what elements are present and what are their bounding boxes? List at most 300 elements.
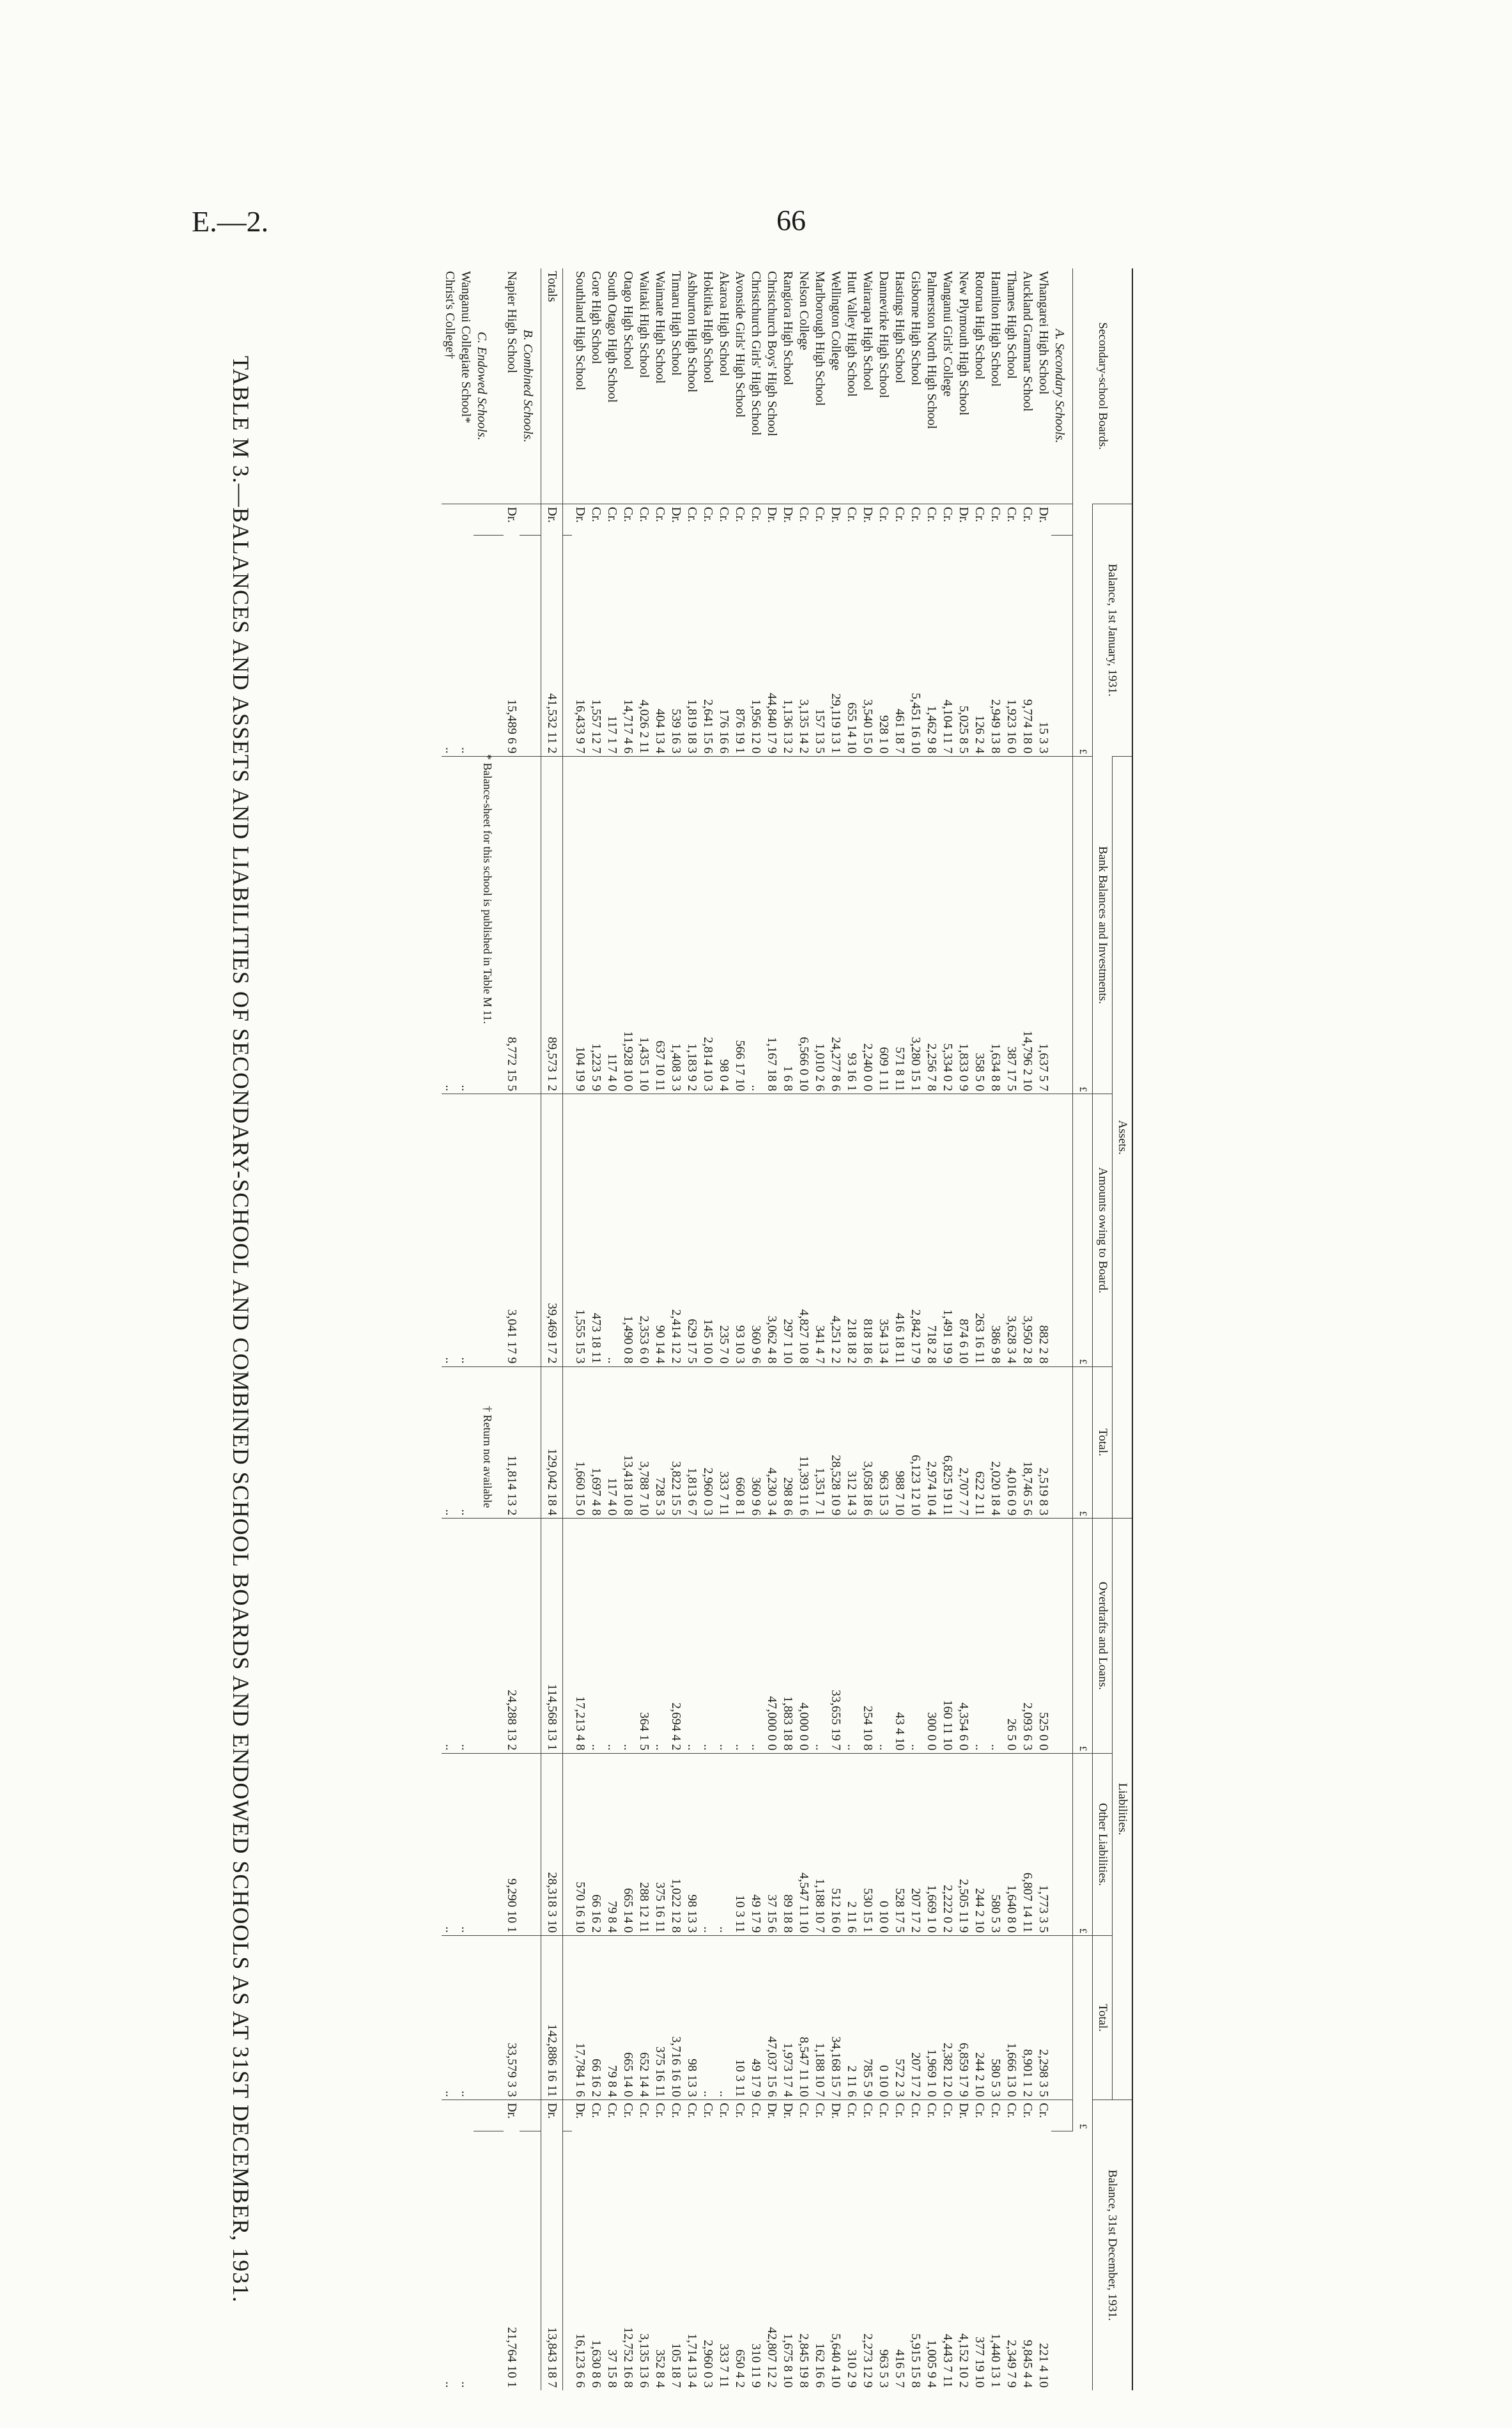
cell-b2p: Cr.	[668, 2100, 684, 2131]
empty-cell	[520, 535, 541, 757]
table-row	[1019, 268, 1035, 2390]
cell-b1: 404 13 4	[653, 709, 667, 754]
cell-ltot: 34,168 15 7	[828, 1936, 844, 2100]
header-balance-end: Balance, 31st December, 1931.	[1093, 2100, 1133, 2390]
cell-owing: 416 18 11	[891, 1094, 907, 1366]
row-label: Waitaki High School	[637, 271, 651, 378]
cell-b1p: Cr.	[891, 504, 907, 536]
cell-bank: 637 10 11	[652, 757, 668, 1094]
footnote-2: † Return not available	[481, 1406, 494, 1508]
empty-cell	[1051, 2131, 1073, 2390]
cell-b1: 1,819 18 3	[685, 699, 699, 754]
row-label: Christchurch Boys' High School	[765, 271, 779, 437]
cell-atot: 2,020 18 4	[987, 1366, 1003, 1519]
header-liabilities: Liabilities.	[1113, 1519, 1133, 2100]
table-row	[572, 268, 588, 2390]
cell-owing: ..	[442, 1094, 458, 1366]
cell-owing: 3,628 3 4	[1003, 1094, 1019, 1366]
cell-bank: 89,573 1 2	[541, 757, 563, 1094]
cell-atot: 2,974 10 4	[923, 1366, 939, 1519]
row-label: Hastings High School	[893, 271, 907, 383]
cell-other: 9,290 10 1	[504, 1753, 520, 1935]
section-heading	[1051, 268, 1073, 2390]
cell-other: ..	[442, 1753, 458, 1935]
cell-owing: 354 13 4	[876, 1094, 891, 1366]
cell-other: 1,773 3 5	[1035, 1753, 1051, 1935]
cell-other: 375 16 11	[652, 1753, 668, 1935]
table-row	[907, 268, 923, 2390]
empty-cell	[495, 1936, 504, 2100]
header-owing: Amounts owing to Board.	[1093, 1094, 1113, 1366]
cell-b2: 37 15 8	[605, 2349, 619, 2388]
cell-bank: 387 17 5	[1003, 757, 1019, 1094]
cell-atot: 1,660 15 0	[572, 1366, 588, 1519]
row-label: Marlborough High School	[813, 271, 827, 406]
cell-b1p: Cr.	[716, 504, 732, 536]
row-label: Wanganui Collegiate School*	[459, 271, 473, 424]
cell-loans: ..	[748, 1519, 764, 1754]
cell-b2: 16,123 6 6	[573, 2333, 587, 2388]
cell-bank: 1,435 1 10	[636, 757, 652, 1094]
cell-b1: ..	[459, 747, 473, 754]
cell-b2: 310 11 9	[749, 2343, 763, 2388]
cell-other: 0 10 0	[876, 1753, 891, 1935]
cell-b2p: Dr.	[541, 2100, 563, 2131]
cell-b2: 416 5 7	[893, 2349, 907, 2388]
cell-ltot: 1,973 17 4	[780, 1936, 796, 2100]
cell-bank: ..	[748, 757, 764, 1094]
header-overdrafts: Overdrafts and Loans.	[1093, 1519, 1113, 1754]
table-row	[891, 268, 907, 2390]
empty-cell	[563, 504, 573, 536]
cell-loans: ..	[684, 1519, 700, 1754]
units-cell: £	[1073, 1366, 1093, 1519]
empty-cell	[495, 504, 504, 536]
cell-loans: ..	[812, 1519, 828, 1754]
cell-atot: 988 7 10	[891, 1366, 907, 1519]
cell-b2: 352 8 4	[653, 2349, 667, 2388]
cell-b1p: Cr.	[636, 504, 652, 536]
cell-loans: ..	[907, 1519, 923, 1754]
cell-atot: 3,788 7 10	[636, 1366, 652, 1519]
cell-b2: 5,915 15 8	[909, 2333, 923, 2388]
cell-loans: ..	[604, 1519, 620, 1754]
cell-bank: ..	[458, 757, 474, 1094]
cell-loans: ..	[652, 1519, 668, 1754]
cell-b2p: Cr.	[907, 2100, 923, 2131]
cell-b1: 15,489 6 9	[505, 699, 519, 754]
table-row	[828, 268, 844, 2390]
cell-b2p: Dr.	[572, 2100, 588, 2131]
cell-atot: 11,814 13 2	[504, 1366, 520, 1519]
cell-b1: 126 2 4	[973, 715, 987, 754]
cell-other: 665 14 0	[620, 1753, 636, 1935]
cell-b2: 21,764 10 1	[505, 2327, 519, 2388]
cell-other: 28,318 3 10	[541, 1753, 563, 1935]
cell-owing: 2,353 6 0	[636, 1094, 652, 1366]
cell-atot: ..	[458, 1366, 474, 1519]
cell-b1p: Cr.	[684, 504, 700, 536]
cell-bank: 1,408 3 3	[668, 757, 684, 1094]
table-row	[732, 268, 748, 2390]
cell-atot: 622 2 11	[971, 1366, 987, 1519]
cell-atot: 6,825 19 11	[939, 1366, 955, 1519]
table-row	[796, 268, 812, 2390]
cell-atot: ..	[442, 1366, 458, 1519]
cell-ltot: 580 5 3	[987, 1936, 1003, 2100]
cell-b2: 105 18 7	[669, 2343, 683, 2388]
cell-loans: 2,694 4 2	[668, 1519, 684, 1754]
section-label: A. Secondary Schools.	[1053, 329, 1067, 444]
cell-ltot: 8,547 11 10	[796, 1936, 812, 2100]
empty-cell	[563, 2131, 573, 2390]
cell-b2p: Dr.	[764, 2100, 780, 2131]
cell-ltot: 8,901 1 2	[1019, 1936, 1035, 2100]
cell-ltot: 1,666 13 0	[1003, 1936, 1019, 2100]
cell-owing: 1,491 19 9	[939, 1094, 955, 1366]
cell-b2: 12,752 16 8	[621, 2327, 635, 2388]
cell-b2: 2,349 7 9	[1005, 2340, 1019, 2388]
cell-b1: 4,104 11 7	[941, 699, 955, 754]
cell-owing: 145 10 0	[700, 1094, 716, 1366]
table-row	[764, 268, 780, 2390]
cell-b2p: Cr.	[796, 2100, 812, 2131]
header-boards: Secondary-school Boards.	[1073, 268, 1133, 504]
cell-loans: 364 1 5	[636, 1519, 652, 1754]
cell-b1p: Dr.	[780, 504, 796, 536]
empty-cell	[474, 535, 495, 757]
cell-b1p: Cr.	[971, 504, 987, 536]
cell-other: 37 15 6	[764, 1753, 780, 1935]
cell-other: 1,022 12 8	[668, 1753, 684, 1935]
cell-ltot: 375 16 11	[652, 1936, 668, 2100]
cell-other: 244 2 10	[971, 1753, 987, 1935]
cell-loans: ..	[588, 1519, 604, 1754]
cell-b2: 1,714 13 4	[685, 2333, 699, 2388]
empty-cell	[474, 1936, 495, 2100]
cell-bank: 11,928 10 0	[620, 757, 636, 1094]
empty-cell	[495, 535, 504, 757]
cell-b1: 4,026 2 11	[637, 699, 651, 754]
cell-bank: 2,814 10 3	[700, 757, 716, 1094]
row-label: Waimate High School	[653, 271, 667, 384]
row-label: Palmerston North High School	[925, 271, 939, 429]
cell-ltot: 785 5 9	[860, 1936, 876, 2100]
row-label: Hamilton High School	[989, 271, 1003, 387]
row-label: Rotorua High School	[973, 271, 987, 380]
empty-cell	[495, 2100, 504, 2131]
cell-b2: 4,443 7 11	[941, 2333, 955, 2388]
cell-b2: 3,135 13 6	[637, 2333, 651, 2388]
cell-owing: 473 18 11	[588, 1094, 604, 1366]
empty-cell	[520, 757, 541, 1094]
table-row	[987, 268, 1003, 2390]
cell-b1p: Cr.	[939, 504, 955, 536]
cell-b1p: Dr.	[541, 504, 563, 536]
empty-cell	[1051, 757, 1073, 1094]
cell-b2p	[442, 2100, 458, 2131]
cell-other: 1,640 8 0	[1003, 1753, 1019, 1935]
cell-owing: 235 7 0	[716, 1094, 732, 1366]
cell-atot: 360 9 6	[748, 1366, 764, 1519]
cell-other: 4,547 11 10	[796, 1753, 812, 1935]
empty-cell	[474, 2131, 495, 2390]
row-label: Akaroa High School	[717, 271, 731, 376]
cell-b1p: Cr.	[748, 504, 764, 536]
row-label: Wellington College	[829, 271, 843, 371]
cell-b2: 162 16 6	[813, 2343, 827, 2388]
empty-cell	[474, 2100, 495, 2131]
cell-b2p: Cr.	[684, 2100, 700, 2131]
empty-cell	[1051, 1094, 1073, 1366]
header-bank: Bank Balances and Investments.	[1093, 757, 1113, 1094]
cell-other: 2 11 6	[844, 1753, 860, 1935]
row-label: Gisborne High School	[909, 271, 923, 385]
cell-b2: ..	[443, 2381, 457, 2388]
cell-ltot: 49 17 9	[748, 1936, 764, 2100]
cell-ltot: 6,859 17 9	[955, 1936, 971, 2100]
cell-other: 10 3 11	[732, 1753, 748, 1935]
table-row	[716, 268, 732, 2390]
table-row	[1035, 268, 1051, 2390]
cell-other: 512 16 0	[828, 1753, 844, 1935]
cell-owing: 90 14 4	[652, 1094, 668, 1366]
cell-b2p: Cr.	[604, 2100, 620, 2131]
cell-loans: ..	[700, 1519, 716, 1754]
cell-b2p: Cr.	[891, 2100, 907, 2131]
table-row	[636, 268, 652, 2390]
empty-cell	[563, 1936, 573, 2100]
cell-loans: 4,000 0 0	[796, 1519, 812, 1754]
cell-bank: 8,772 15 5	[504, 757, 520, 1094]
table-row	[588, 268, 604, 2390]
cell-owing: 1,555 15 3	[572, 1094, 588, 1366]
cell-other: 288 12 11	[636, 1753, 652, 1935]
cell-ltot: 33,579 3 3	[504, 1936, 520, 2100]
cell-b1p: Dr.	[1035, 504, 1051, 536]
units-cell: £	[1073, 757, 1093, 1094]
empty-cell	[1051, 1753, 1073, 1935]
cell-b1p: Cr.	[1003, 504, 1019, 536]
cell-bank: 117 4 0	[604, 757, 620, 1094]
table-row	[504, 268, 520, 2390]
empty-cell	[563, 2100, 573, 2131]
header-other: Other Liabilities.	[1093, 1753, 1113, 1935]
cell-bank: 93 16 1	[844, 757, 860, 1094]
empty-cell	[563, 1366, 573, 1519]
cell-b2: 221 4 10	[1037, 2343, 1051, 2388]
row-label: Southland High School	[573, 271, 587, 390]
cell-loans: 1,883 18 8	[780, 1519, 796, 1754]
cell-b1p: Cr.	[700, 504, 716, 536]
cell-b2p: Dr.	[828, 2100, 844, 2131]
row-label: New Plymouth High School	[957, 271, 971, 416]
cell-b1: 15 3 3	[1037, 722, 1051, 754]
cell-loans: 43 4 10	[891, 1519, 907, 1754]
empty-cell	[520, 2131, 541, 2390]
units-cell: £	[1073, 1519, 1093, 1754]
cell-other: 1,188 10 7	[812, 1753, 828, 1935]
cell-b1: 5,025 8 5	[957, 706, 971, 754]
cell-bank: 1,634 8 8	[987, 757, 1003, 1094]
cell-ltot: ..	[716, 1936, 732, 2100]
cell-b2: 1,440 13 1	[989, 2333, 1003, 2388]
cell-atot: 129,042 18 4	[541, 1366, 563, 1519]
empty-cell	[495, 1753, 504, 1935]
empty-cell	[520, 1519, 541, 1754]
cell-bank: 1 6 8	[780, 757, 796, 1094]
cell-other: ..	[716, 1753, 732, 1935]
cell-atot: 11,393 11 6	[796, 1366, 812, 1519]
cell-atot: 1,351 7 1	[812, 1366, 828, 1519]
cell-b1p: Cr.	[796, 504, 812, 536]
section-heading	[520, 268, 541, 2390]
table-row	[668, 268, 684, 2390]
empty-cell	[520, 1936, 541, 2100]
row-label: Napier High School	[505, 271, 519, 373]
cell-bank: 358 5 0	[971, 757, 987, 1094]
empty-cell	[520, 1753, 541, 1935]
cell-atot: 2,707 7 7	[955, 1366, 971, 1519]
table-row	[620, 268, 636, 2390]
cell-b2: 42,807 12 2	[765, 2327, 779, 2388]
cell-ltot: 1,969 1 0	[923, 1936, 939, 2100]
cell-loans: 160 11 10	[939, 1519, 955, 1754]
empty-cell	[520, 1366, 541, 1519]
cell-ltot: 17,784 1 6	[572, 1936, 588, 2100]
cell-owing: 93 10 3	[732, 1094, 748, 1366]
table-row	[652, 268, 668, 2390]
cell-b1: 176 16 6	[717, 709, 731, 754]
footnote-1: * Balance-sheet for this school is published in Table M 11.	[481, 754, 494, 1025]
cell-ltot: 1,188 10 7	[812, 1936, 828, 2100]
cell-bank: 6,566 0 10	[796, 757, 812, 1094]
cell-bank: ..	[442, 757, 458, 1094]
cell-b2p: Cr.	[844, 2100, 860, 2131]
empty-cell	[495, 2131, 504, 2390]
cell-ltot: 2 11 6	[844, 1936, 860, 2100]
cell-bank: 5,334 0 2	[939, 757, 955, 1094]
cell-bank: 1,637 5 7	[1035, 757, 1051, 1094]
table-row	[955, 268, 971, 2390]
cell-b1p: Dr.	[504, 504, 520, 536]
cell-b1p: Dr.	[828, 504, 844, 536]
cell-loans: 300 0 0	[923, 1519, 939, 1754]
cell-b2p: Dr.	[955, 2100, 971, 2131]
cell-ltot: 98 13 3	[684, 1936, 700, 2100]
empty-cell	[474, 504, 495, 536]
cell-other: 530 15 1	[860, 1753, 876, 1935]
header-assets-total: Total.	[1093, 1366, 1113, 1519]
cell-b2p: Cr.	[732, 2100, 748, 2131]
cell-b1: 16,433 9 7	[573, 699, 587, 754]
cell-atot: 1,697 4 8	[588, 1366, 604, 1519]
cell-b1p: Cr.	[732, 504, 748, 536]
row-label: Timaru High School	[669, 271, 683, 376]
cell-loans: 114,568 13 1	[541, 1519, 563, 1754]
cell-b2: 2,960 0 3	[701, 2340, 715, 2388]
cell-b2: 1,630 8 6	[589, 2340, 603, 2388]
empty-cell	[563, 1519, 573, 1754]
cell-b2p: Cr.	[636, 2100, 652, 2131]
cell-atot: 13,418 10 8	[620, 1366, 636, 1519]
row-label: Auckland Grammar School	[1021, 271, 1035, 412]
cell-bank: 104 19 9	[572, 757, 588, 1094]
cell-b2p: Cr.	[620, 2100, 636, 2131]
cell-b1: 1,136 13 2	[781, 699, 795, 754]
cell-ltot: 244 2 10	[971, 1936, 987, 2100]
cell-owing: 629 17 5	[684, 1094, 700, 1366]
cell-owing: 341 4 7	[812, 1094, 828, 1366]
row-label: Hokitika High School	[701, 271, 715, 383]
empty-cell	[1051, 1366, 1073, 1519]
cell-bank: 1,167 18 8	[764, 757, 780, 1094]
cell-other: 2,222 0 2	[939, 1753, 955, 1935]
cell-bank: 3,280 15 1	[907, 757, 923, 1094]
cell-b2p: Cr.	[812, 2100, 828, 2131]
empty-cell	[563, 1753, 573, 1935]
cell-b1p: Cr.	[620, 504, 636, 536]
cell-atot: 298 8 6	[780, 1366, 796, 1519]
cell-bank: 98 0 4	[716, 757, 732, 1094]
cell-owing: ..	[604, 1094, 620, 1366]
cell-loans: ..	[716, 1519, 732, 1754]
rotated-table-area	[194, 268, 1491, 2390]
empty-cell	[563, 535, 573, 757]
cell-bank: 1,223 5 9	[588, 757, 604, 1094]
cell-owing: 360 9 6	[748, 1094, 764, 1366]
cell-b2: 2,845 19 8	[797, 2333, 811, 2388]
page-number: 66	[776, 204, 806, 236]
cell-loans: 4,354 6 0	[955, 1519, 971, 1754]
table-row	[844, 268, 860, 2390]
empty-cell	[495, 1094, 504, 1366]
cell-b2p: Dr.	[780, 2100, 796, 2131]
row-label: Otago High School	[621, 271, 635, 370]
cell-loans: ..	[620, 1519, 636, 1754]
cell-ltot: 10 3 11	[732, 1936, 748, 2100]
units-row	[1073, 268, 1093, 2390]
table-row	[700, 268, 716, 2390]
cell-b1p: Cr.	[923, 504, 939, 536]
cell-atot: 1,813 6 7	[684, 1366, 700, 1519]
row-label: Wairarapa High School	[861, 271, 875, 391]
table-row	[604, 268, 620, 2390]
cell-ltot: 47,037 15 6	[764, 1936, 780, 2100]
table-row	[923, 268, 939, 2390]
cell-owing: 2,414 12 2	[668, 1094, 684, 1366]
row-label: Christchurch Girls' High School	[749, 271, 763, 436]
row-label: Christ's College†	[443, 271, 457, 359]
cell-ltot: ..	[458, 1936, 474, 2100]
empty-cell	[474, 1094, 495, 1366]
totals-row	[541, 268, 563, 2390]
row-label: Avonside Girls' High School	[733, 271, 747, 418]
cell-atot: 3,058 18 6	[860, 1366, 876, 1519]
cell-ltot: ..	[700, 1936, 716, 2100]
empty-cell	[1051, 535, 1073, 757]
page-code: E.—2.	[192, 205, 269, 238]
cell-owing: 4,251 2 2	[828, 1094, 844, 1366]
cell-loans: ..	[987, 1519, 1003, 1754]
cell-loans: 2,093 6 3	[1019, 1519, 1035, 1754]
empty-cell	[495, 1366, 504, 1519]
cell-loans: ..	[971, 1519, 987, 1754]
cell-loans: 47,000 0 0	[764, 1519, 780, 1754]
header-assets: Assets.	[1113, 757, 1133, 1519]
cell-other: 79 8 4	[604, 1753, 620, 1935]
empty-cell	[1051, 1936, 1073, 2100]
